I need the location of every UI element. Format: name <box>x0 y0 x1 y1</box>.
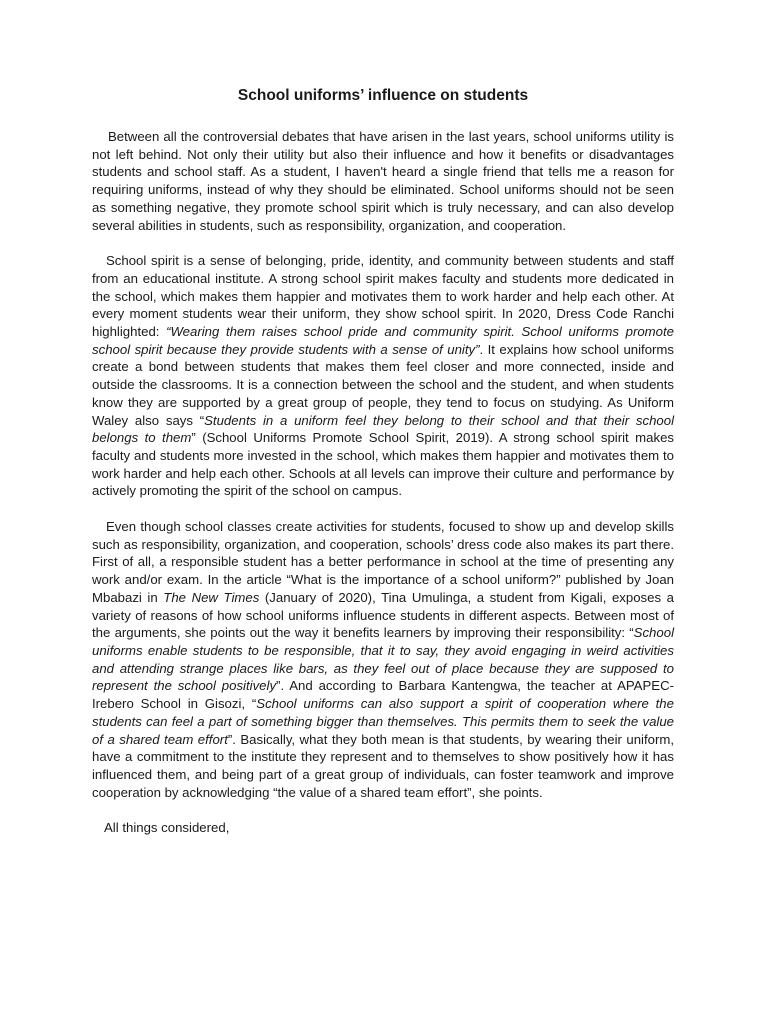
paragraph-text: (January of 2020), Tina Umulinga, a student from Kigali, exposes a variety of reasons of how school uniforms influence students in different aspects. Between most of the arguments, she points out the way it benefits learners by improving their responsibility: “ <box>92 589 674 641</box>
document-page <box>92 86 674 855</box>
paragraph-text: . It explains how school uniforms create a bond between students that makes them feel closer and more connected, inside and outside the classrooms. It is a connection between the school and the student, and when students know they are supported by a great group of people, they tend to focus on studying. As Uniform Waley also says “ <box>92 341 675 428</box>
quote-uniform-waley: Students in a uniform feel they belong to their school and that their school belongs to them <box>92 412 675 446</box>
quote-dress-code-ranchi: “Wearing them raises school pride and community spirit. School uniforms promote school spirit because they provide students with a sense of unity” <box>92 324 674 357</box>
paragraph-intro-text: Between all the controversial debates that have arisen in the last years, school uniforms utility is not left behind. Not only their utility but also their influence and how it benefits or disadvantages students and school staff. As a student, I haven't heard a single friend that tells me a reason for requiring uniforms, instead of why they should be eliminated. School uniforms should not be seen as something negative, they promote school spirit which is truly necessary, and can also develop several abilities in students, such as responsibility, organization, and cooperation. <box>92 129 674 233</box>
paragraph-text: School spirit is a sense of belonging, pride, identity, and community between students and staff from an educational institute. A strong school spirit makes faculty and students more dedicated in the school, which makes them happier and motivates them to work harder and help each other. At every moment students wear their uniform, they show school spirit. In 2020, Dress Code Ranchi highlighted: <box>92 253 674 340</box>
publication-name: The New Times <box>163 589 260 605</box>
paragraph-intro <box>92 128 674 234</box>
paragraph-text: ” (School Uniforms Promote School Spirit, 2019). A strong school spirit makes faculty and students more invested in the school, which makes them happier and motivates them to work harder and help each other. Schools at all levels can improve their culture and performance by actively promoting the spirit of the school on campus. <box>92 430 674 499</box>
quote-barbara-kantengwa: School uniforms can also support a spirit of cooperation where the students can feel a part of something bigger than themselves. This permits them to seek the value of a shared team effort <box>92 696 674 747</box>
paragraph-conclusion <box>92 819 674 837</box>
quote-tina-umulinga: School uniforms enable students to be responsible, that it to say, they avoid engaging in weird activities and attending strange places like bars, as they feel out of place because they are supposed to represent the school positively <box>92 625 674 694</box>
paragraph-text: ”. Basically, what they both mean is that students, by wearing their uniform, have a commitment to the institute they represent and to themselves to show positively how it has influenced them, and being part of a great group of individuals, can foster teamwork and improve cooperation by acknowledging “the value of a shared team effort”, she points. <box>92 731 674 800</box>
paragraph-text: Even though school classes create activities for students, focused to show up and develop skills such as responsibility, organization, and cooperation, schools’ dress code also makes its part there. First of all, a responsible student has a better performance in school at the time of presenting any work and/or exam. In the article “What is the importance of a school uniform?” published by Joan Mbabazi in <box>92 519 674 605</box>
document-title: School uniforms’ influence on students <box>237 87 529 104</box>
paragraph-text: ”. And according to Barbara Kantengwa, the teacher at APAPEC-Irebero School in Gisozi, “ <box>92 678 674 712</box>
paragraph-conclusion-text: All things considered, <box>104 820 230 836</box>
paragraph-skills <box>92 518 674 801</box>
paragraph-school-spirit <box>92 252 674 500</box>
